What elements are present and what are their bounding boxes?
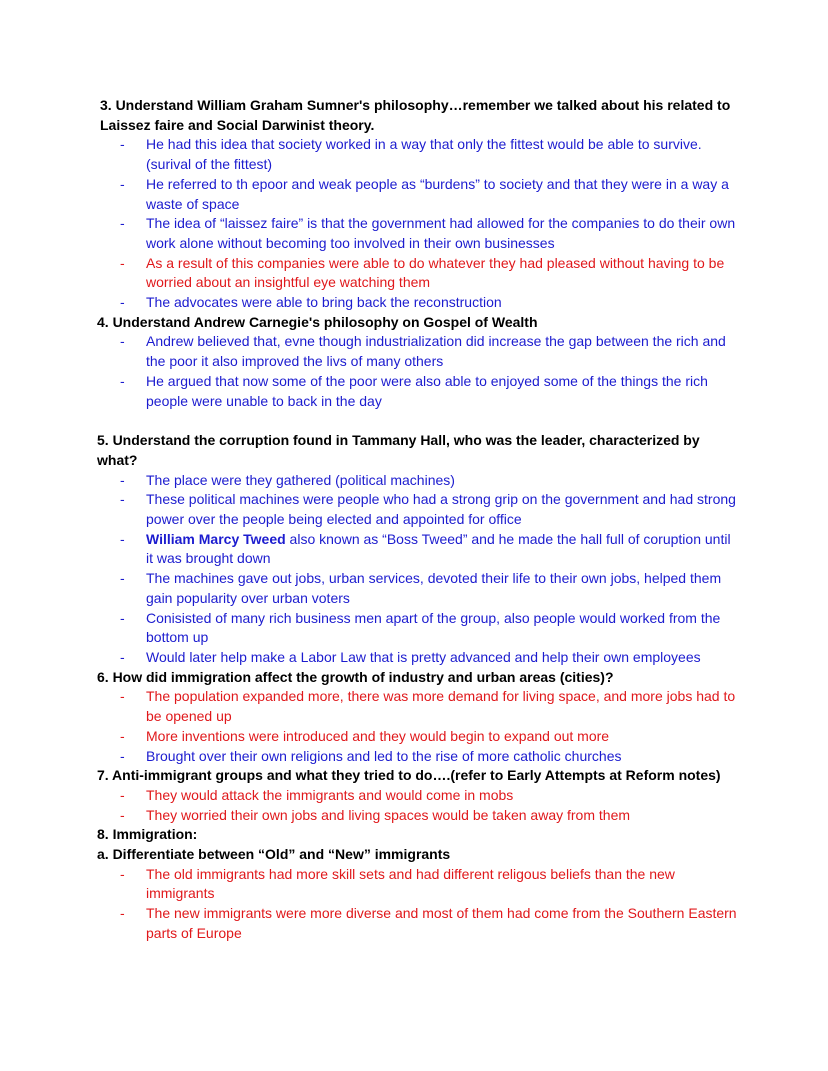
bullet-dash: - — [120, 688, 125, 705]
list-item-text: Brought over their own religions and led to the rise of more catholic churches — [146, 747, 622, 764]
list-item — [97, 135, 737, 174]
question-6-list — [97, 687, 737, 766]
list-item-text: They worried their own jobs and living spaces would be taken away from them — [146, 806, 631, 823]
blank-line — [97, 411, 737, 431]
list-item-text: The population expanded more, there was more demand for living space, and more jobs had to be opened up — [146, 688, 736, 725]
list-item — [97, 372, 737, 411]
list-item — [97, 471, 737, 491]
list-item-text: The place were they gathered (political machines) — [146, 471, 455, 488]
bullet-dash: - — [120, 372, 125, 389]
question-4-section — [97, 313, 737, 412]
list-item-text: The machines gave out jobs, urban services, devoted their life to their own jobs, helped them gain popularity over urban voters — [146, 570, 722, 606]
list-item-text: More inventions were introduced and they would begin to expand out more — [146, 727, 610, 744]
list-item — [97, 293, 737, 313]
bullet-dash: - — [120, 530, 125, 547]
list-item-text: Conisisted of many rich business men apart of the group, also people would worked from the bottom up — [146, 609, 721, 646]
bullet-dash: - — [120, 215, 125, 232]
list-item-text: The old immigrants had more skill sets and had different religous beliefs than the new immigrants — [146, 865, 675, 902]
question-3-section — [97, 96, 737, 313]
list-item — [97, 490, 737, 529]
bullet-dash: - — [120, 905, 125, 922]
bullet-dash: - — [120, 254, 125, 271]
question-3-heading: 3. Understand William Graham Sumner's philosophy…remember we talked about his related to Laissez faire and Social Darwinist theory. — [100, 97, 731, 133]
bullet-dash: - — [120, 333, 125, 350]
bullet-dash: - — [120, 136, 125, 153]
bullet-dash: - — [120, 727, 125, 744]
list-item-text: He had this idea that society worked in a way that only the fittest would be able to survive. (surival of the fittest) — [146, 136, 702, 173]
question-4-heading: 4. Understand Andrew Carnegie's philosophy on Gospel of Wealth — [97, 313, 538, 330]
question-8-section — [97, 825, 737, 943]
question-4-list — [97, 332, 737, 411]
list-item — [97, 254, 737, 293]
document-page — [97, 96, 737, 944]
question-3-list — [97, 135, 737, 312]
list-item-text: As a result of this companies were able to do whatever they had pleased without having to be worried about an insightful eye watching them — [146, 254, 725, 291]
list-item — [97, 569, 737, 608]
list-item — [97, 609, 737, 648]
bullet-dash: - — [120, 865, 125, 882]
question-7-heading: 7. Anti-immigrant groups and what they tried to do….(refer to Early Attempts at Reform notes) — [97, 767, 721, 784]
list-item-text: He referred to th epoor and weak people as “burdens” to society and that they were in a way a waste of space — [146, 175, 729, 212]
bullet-dash: - — [120, 294, 125, 311]
question-5-heading: 5. Understand the corruption found in Tammany Hall, who was the leader, characterized by what? — [97, 432, 700, 468]
list-item — [97, 648, 737, 668]
list-item-text: The idea of “laissez faire” is that the government had allowed for the companies to do their own work alone without becoming too involved in their own businesses — [146, 215, 736, 251]
list-item-text: Andrew believed that, evne though industrialization did increase the gap between the rich and the poor it also improved the livs of many others — [146, 333, 726, 370]
list-item — [97, 214, 737, 253]
bullet-dash: - — [120, 806, 125, 823]
list-item-text: They would attack the immigrants and would come in mobs — [146, 786, 514, 803]
bullet-dash: - — [120, 570, 125, 587]
question-7-list — [97, 786, 737, 825]
list-item — [97, 332, 737, 371]
list-item — [97, 687, 737, 726]
question-8a-heading: a. Differentiate between “Old” and “New” immigrants — [97, 846, 451, 863]
bullet-dash: - — [120, 747, 125, 764]
question-6-section — [97, 668, 737, 767]
list-item — [97, 786, 737, 806]
question-5-list — [97, 471, 737, 668]
question-5-section — [97, 431, 737, 667]
list-item — [97, 904, 737, 943]
list-item-text: The new immigrants were more diverse and most of them had come from the Southern Eastern parts of Europe — [146, 905, 737, 941]
list-item — [97, 727, 737, 747]
question-8a-list — [97, 865, 737, 944]
list-item — [97, 175, 737, 214]
bullet-dash: - — [120, 609, 125, 626]
list-item — [97, 747, 737, 767]
bullet-dash: - — [120, 175, 125, 192]
list-item-text: He argued that now some of the poor were also able to enjoyed some of the things the rich people were unable to back in the day — [146, 372, 708, 409]
question-7-section — [97, 766, 737, 825]
question-8-heading: 8. Immigration: — [97, 826, 198, 843]
list-item-text: Would later help make a Labor Law that is pretty advanced and help their own employees — [146, 648, 701, 665]
question-6-heading: 6. How did immigration affect the growth of industry and urban areas (cities)? — [97, 668, 614, 685]
bullet-dash: - — [120, 648, 125, 665]
bullet-dash: - — [120, 786, 125, 803]
bullet-dash: - — [120, 471, 125, 488]
list-item — [97, 530, 737, 569]
bullet-dash: - — [120, 491, 125, 508]
list-item — [97, 806, 737, 826]
list-item-text: The advocates were able to bring back the reconstruction — [146, 294, 502, 311]
list-item-text: These political machines were people who had a strong grip on the government and had strong power over the people being elected and appointed for office — [146, 491, 736, 528]
leader-name: William Marcy Tweed — [146, 530, 286, 547]
list-item-text: also known as “Boss Tweed” and he made the hall full of coruption until it was brought down — [146, 530, 731, 567]
list-item — [97, 865, 737, 904]
